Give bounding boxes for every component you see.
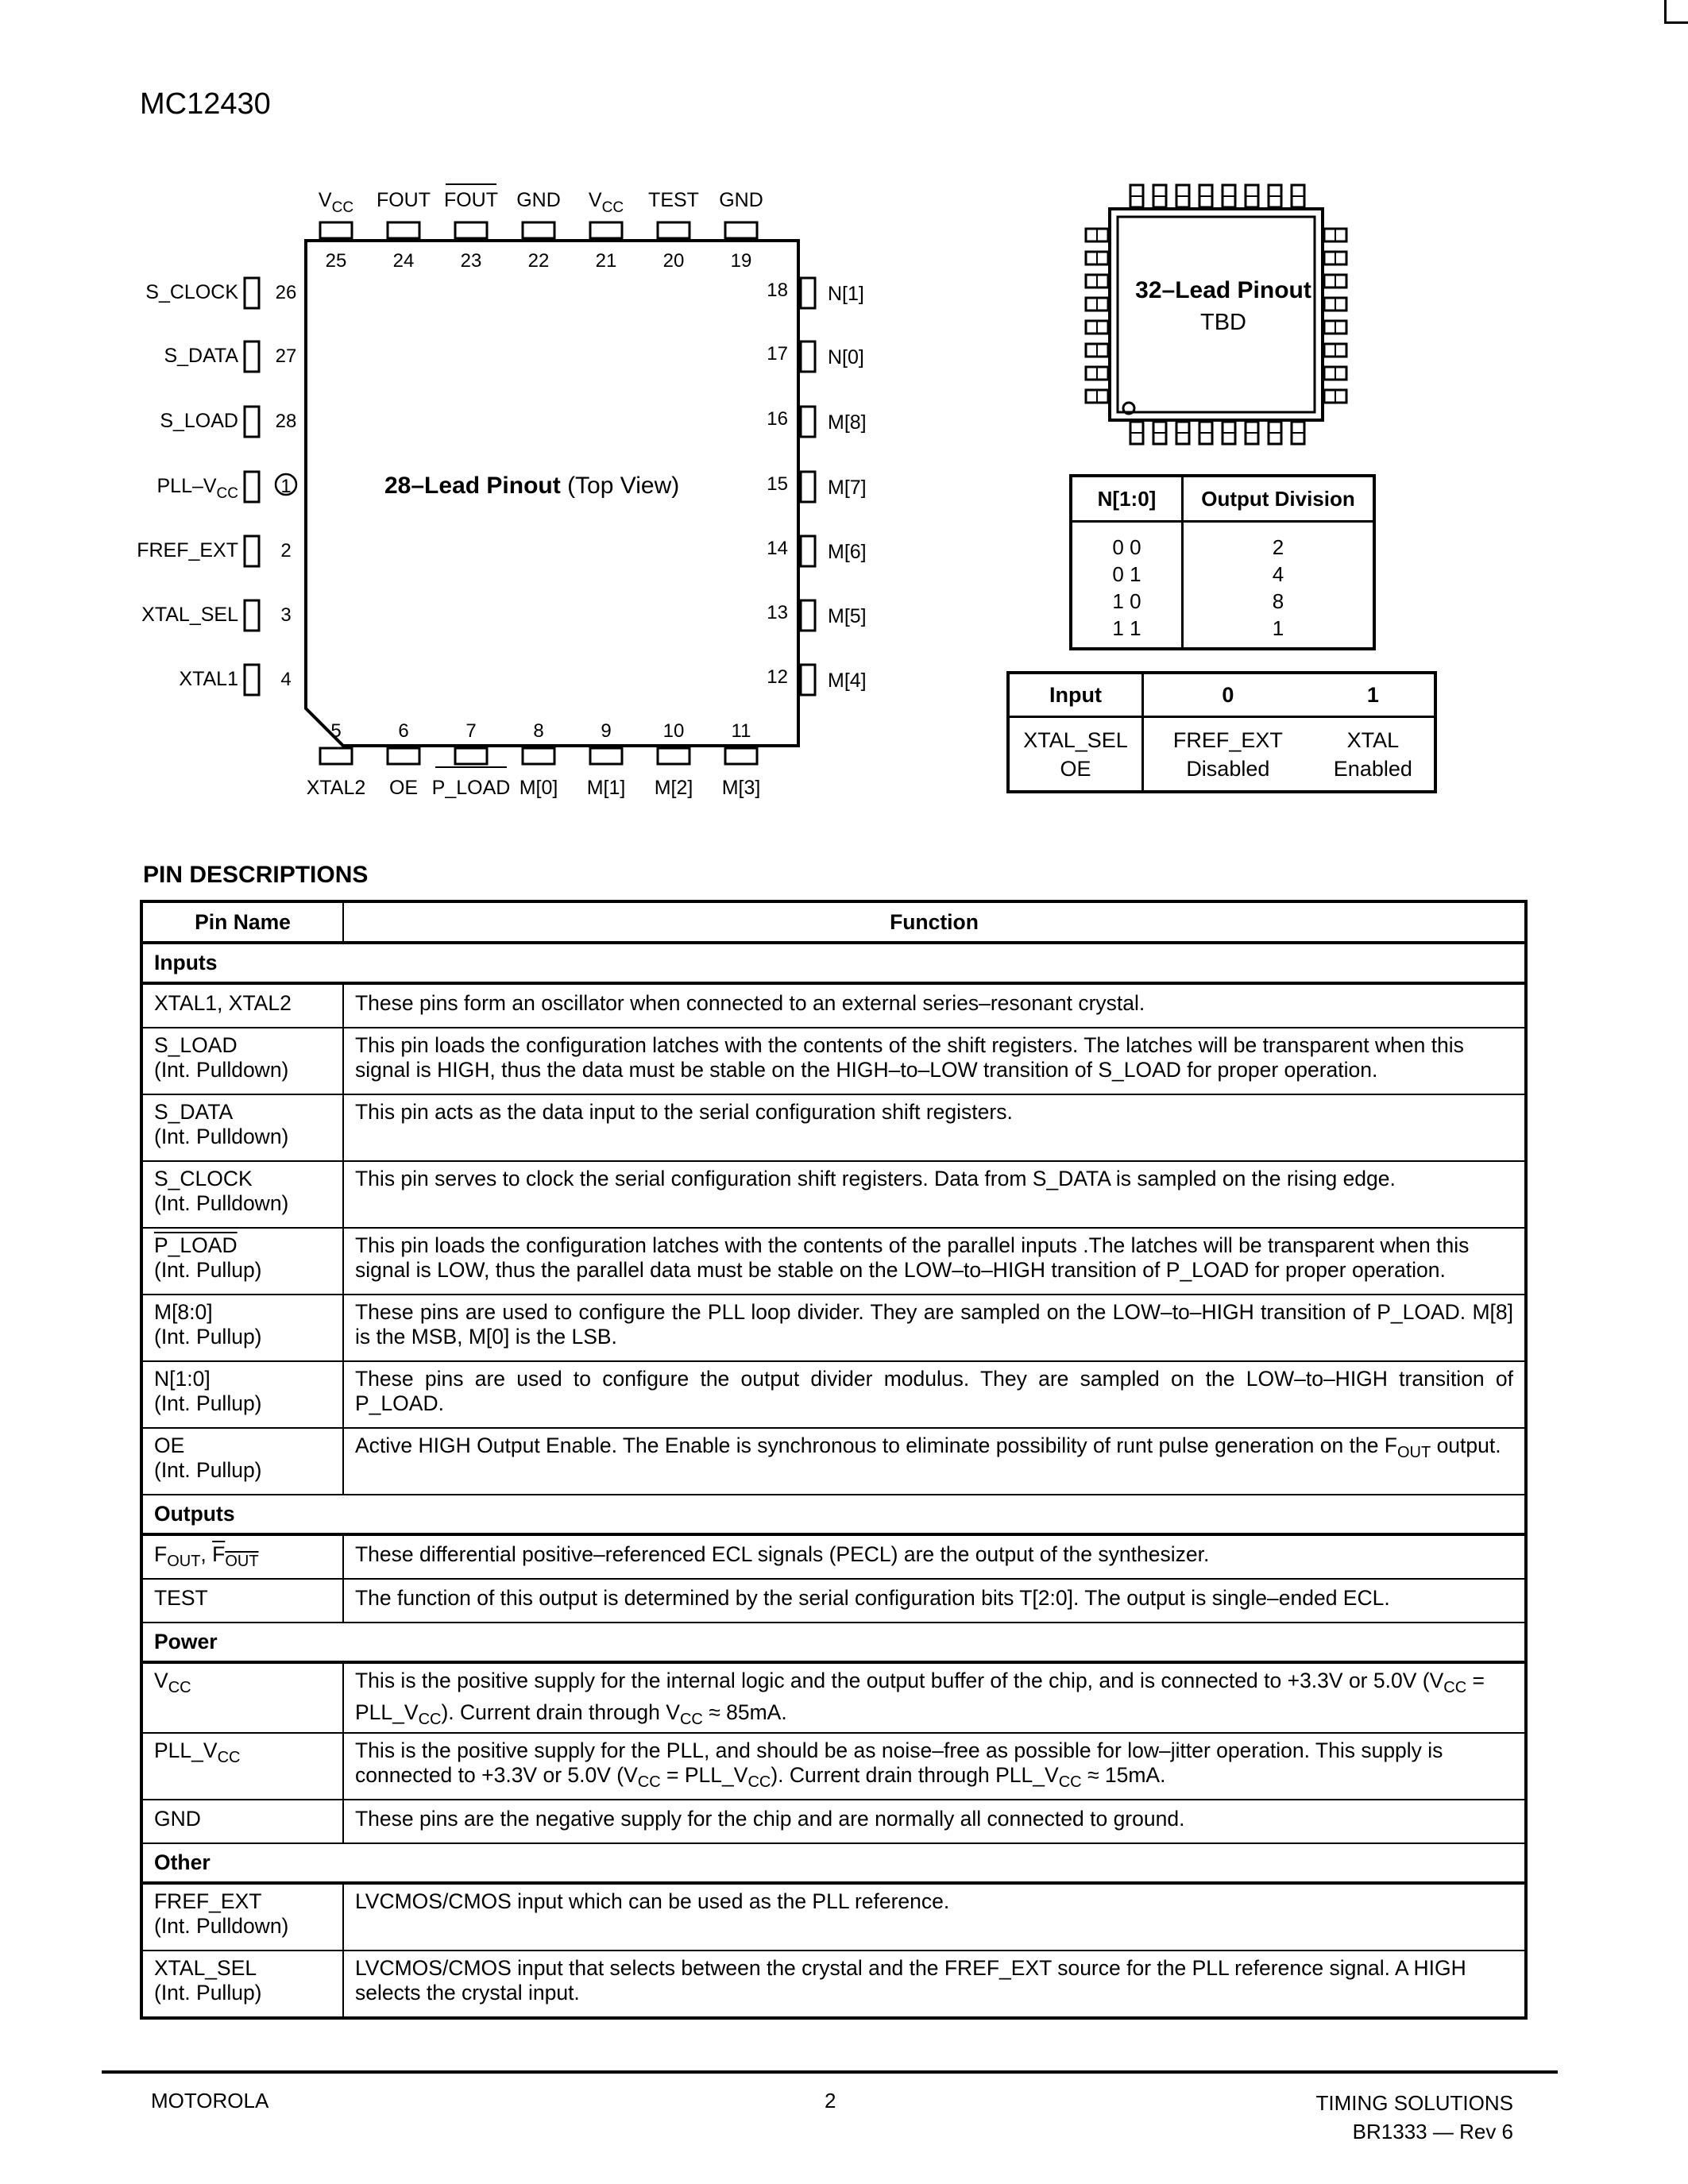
- division-value: 8: [1272, 589, 1284, 613]
- pin-number: 25: [325, 250, 347, 272]
- pin-note: (Int. Pullup): [154, 1391, 262, 1415]
- pin-name-cell: [141, 1883, 343, 1951]
- pin-pad: [523, 748, 554, 764]
- pin-pad: [245, 472, 259, 502]
- zero-value: FREF_EXT: [1172, 728, 1283, 752]
- pin-descriptions-table: [140, 900, 1528, 2020]
- column-header: Output Division: [1183, 476, 1375, 522]
- pin-function-cell: [343, 1662, 1526, 1733]
- pin-label: OE: [388, 777, 419, 799]
- pin-pad: [801, 341, 815, 372]
- subscript: CC: [1443, 1679, 1467, 1696]
- subscript: CC: [217, 1749, 241, 1766]
- footer-page-number: 2: [825, 2089, 836, 2113]
- pin-number: 1: [280, 476, 292, 497]
- footer-doc-info: [1316, 2089, 1513, 2146]
- pin-pad: [801, 600, 815, 631]
- section-power: Power: [141, 1623, 1526, 1662]
- n-values-cell: [1071, 522, 1183, 650]
- pin-number: 8: [533, 720, 544, 742]
- pin-pad: [801, 536, 815, 566]
- pin-function: This pin loads the configuration latches with the contents of the parallel inputs .The latches will be transparent when this signal is LOW, thus the parallel data must be stable on the LOW–to–HIGH transition of P_LOAD for proper operation.: [343, 1228, 1526, 1295]
- pin-note: (Int. Pulldown): [154, 1058, 289, 1082]
- pin-function: This pin serves to clock the serial configuration shift registers. Data from S_DATA is sampled on the rising edge.: [343, 1161, 1526, 1228]
- pin-number: 19: [730, 250, 752, 272]
- subscript: CC: [1058, 1773, 1082, 1791]
- pin-pad: [590, 748, 622, 764]
- table-row: [141, 1951, 1526, 2018]
- table-row: [141, 1161, 1526, 1228]
- section-outputs: Outputs: [141, 1495, 1526, 1534]
- pin-label: M[5]: [828, 605, 867, 627]
- pin-pad: [801, 407, 815, 437]
- pin-function: These pins are the negative supply for the chip and are normally all connected to ground.: [343, 1800, 1526, 1843]
- pin-pad: [725, 222, 757, 238]
- subscript: OUT: [225, 1553, 259, 1570]
- pin-label: M[3]: [721, 777, 761, 799]
- pin-function: These pins are used to configure the output divider modulus. They are sampled on the LOW–to–HIGH transition of P_LOAD.: [343, 1361, 1526, 1428]
- pinout-28-title-bold: 28–Lead Pinout: [384, 473, 561, 499]
- pin-pad: [801, 278, 815, 308]
- pin-label: M[8]: [828, 411, 867, 434]
- pin-name: PLL_V: [154, 1738, 218, 1762]
- table-row: [141, 1662, 1526, 1733]
- pin-label: $V_{CC}$: [588, 189, 624, 216]
- pin-name-cell: [141, 1094, 343, 1161]
- pin-label: FOUT: [376, 189, 431, 211]
- one-value: Enabled: [1333, 757, 1412, 781]
- pin-label: S_LOAD: [160, 410, 238, 432]
- one-values-cell: [1312, 717, 1435, 793]
- pin-function-cell: [343, 1428, 1526, 1495]
- pin-number: 5: [330, 720, 342, 742]
- pin-note: (Int. Pullup): [154, 1258, 262, 1282]
- pin-pad: [388, 748, 419, 764]
- pin-number: 21: [595, 250, 617, 272]
- table-row: [141, 1028, 1526, 1094]
- pin-note: (Int. Pulldown): [154, 1914, 289, 1938]
- n-value: 0 0: [1112, 535, 1141, 559]
- pin-function: This is the positive supply for the internal logic and the output buffer of the chip, and is connected to +3.3V or 5.0V (V: [355, 1669, 1444, 1692]
- page-title: MC12430: [140, 87, 271, 121]
- pin-function-part: = PLL_V: [660, 1763, 748, 1787]
- pin-label: N[1]: [828, 283, 864, 305]
- subscript: OUT: [1396, 1444, 1431, 1461]
- subscript: CC: [747, 1773, 771, 1791]
- pin-number: 2: [280, 540, 292, 561]
- pin-number: 10: [662, 720, 685, 742]
- pin-label: FREF_EXT: [137, 539, 238, 561]
- pin-number: 14: [767, 538, 788, 559]
- one-value: XTAL: [1346, 728, 1400, 752]
- pin-label: S_CLOCK: [145, 281, 238, 303]
- pin-number: 27: [275, 345, 297, 367]
- n-value: 0 1: [1112, 562, 1141, 586]
- pin-name: N[1:0]: [154, 1367, 211, 1391]
- table-row: [141, 1733, 1526, 1800]
- pin-name: S_CLOCK: [154, 1167, 253, 1190]
- column-header: N[1:0]: [1071, 476, 1183, 522]
- input-names-cell: [1008, 717, 1143, 793]
- pin-pad: [590, 222, 622, 238]
- table-row: [141, 1579, 1526, 1623]
- table-row: [141, 1094, 1526, 1161]
- pin-pad: [658, 222, 689, 238]
- subscript: CC: [637, 1773, 661, 1791]
- pin-name: P_LOAD: [154, 1233, 238, 1257]
- pin-function-part: = PLL_V: [355, 1669, 1485, 1724]
- pin-name-cell: [141, 1028, 343, 1094]
- pin-number: 17: [767, 343, 788, 365]
- subscript: CC: [679, 1711, 703, 1728]
- pin-number: 22: [527, 250, 550, 272]
- pin-name: GND: [141, 1800, 343, 1843]
- column-header: Input: [1008, 673, 1143, 717]
- pin-number: 13: [767, 602, 788, 623]
- pin-function-cell: [343, 1733, 1526, 1800]
- pinout-32-subtitle: TBD: [1200, 310, 1246, 335]
- table-row: [141, 1295, 1526, 1361]
- pin-pad: [801, 665, 815, 695]
- pin-number: 26: [275, 282, 297, 303]
- zero-value: Disabled: [1186, 757, 1270, 781]
- section-inputs: Inputs: [141, 943, 1526, 983]
- table-row: [141, 1428, 1526, 1495]
- pin-name: S_DATA: [154, 1100, 234, 1124]
- pin-label: TEST: [648, 189, 699, 211]
- pin-function: This is the positive supply for the PLL, and should be as noise–free as possible for low–jitter operation. This supply is connected to +3.3V or 5.0V (V: [355, 1738, 1443, 1787]
- pin-label: FOUT: [443, 189, 499, 211]
- pin-function: This pin acts as the data input to the serial configuration shift registers.: [343, 1094, 1526, 1161]
- input-name: OE: [1060, 757, 1091, 781]
- subscript: CC: [418, 1711, 442, 1728]
- column-header: 0: [1143, 673, 1312, 717]
- division-value: 1: [1272, 616, 1284, 640]
- pin-note: (Int. Pulldown): [154, 1125, 289, 1148]
- pin-function: LVCMOS/CMOS input which can be used as the PLL reference.: [343, 1883, 1526, 1951]
- separator: ,: [200, 1542, 213, 1566]
- pin-pad: [388, 222, 419, 238]
- n-value: 1 0: [1112, 589, 1141, 613]
- footer-doc-number: BR1333 — Rev 6: [1352, 2120, 1513, 2143]
- table-row: [141, 1228, 1526, 1295]
- table-row: [141, 1883, 1526, 1951]
- pin-pad: [320, 748, 352, 764]
- pin-label: P_LOAD: [431, 777, 511, 799]
- pin-label: $V_{CC}$: [318, 189, 354, 216]
- pin-label: M[4]: [828, 669, 867, 692]
- pin-function: Active HIGH Output Enable. The Enable is synchronous to eliminate possibility of runt pulse generation on the F: [355, 1433, 1397, 1457]
- pin-name: S_LOAD: [154, 1033, 238, 1057]
- pin-label: M[0]: [519, 777, 558, 799]
- pin-name-cell: [141, 1228, 343, 1295]
- pin-pad: [245, 278, 259, 308]
- footer-section: TIMING SOLUTIONS: [1315, 2091, 1513, 2115]
- pinout-28-title-view: (Top View): [567, 473, 680, 499]
- pin-name: XTAL1, XTAL2: [141, 983, 343, 1028]
- pin-label: XTAL1: [179, 668, 238, 690]
- table-row: [141, 983, 1526, 1028]
- pin-number: 24: [392, 250, 415, 272]
- pin-label: N[0]: [828, 346, 864, 369]
- pin-function: These pins form an oscillator when connected to an external series–resonant crystal.: [343, 983, 1526, 1028]
- pin-name-cell: [141, 1361, 343, 1428]
- pin-name: F: [154, 1542, 168, 1566]
- pin-label: GND: [516, 189, 561, 211]
- pin-name: XTAL_SEL: [154, 1956, 257, 1980]
- footer-company: MOTOROLA: [151, 2089, 269, 2113]
- division-value: 2: [1272, 535, 1284, 559]
- column-header-function: Function: [343, 901, 1526, 943]
- pin-descriptions-heading: PIN DESCRIPTIONS: [143, 862, 369, 888]
- pin-function: LVCMOS/CMOS input that selects between the crystal and the FREF_EXT source for the PLL reference signal. A HIGH selects the crystal input.: [343, 1951, 1526, 2018]
- subscript: CC: [168, 1679, 191, 1696]
- pin-function-part: ≈ 85mA.: [702, 1700, 787, 1724]
- pin-pad: [658, 748, 689, 764]
- pin-function: These differential positive–referenced ECL signals (PECL) are the output of the synthesizer.: [343, 1534, 1526, 1579]
- pin-name-cell: [141, 1428, 343, 1495]
- page-corner-mark: [1664, 0, 1688, 24]
- pin-pad: [523, 222, 554, 238]
- pin-label: M[6]: [828, 541, 867, 563]
- pin-number: 16: [767, 408, 788, 430]
- pin-name: M[8:0]: [154, 1300, 213, 1324]
- table-row: [141, 1361, 1526, 1428]
- pin-pad: [245, 665, 259, 695]
- pin-label: S_DATA: [164, 345, 238, 367]
- pinout-28-title: [384, 473, 679, 499]
- pinout-32-title: 32–Lead Pinout: [1135, 277, 1311, 303]
- pin-note: (Int. Pullup): [154, 1981, 262, 2005]
- pin-number: 11: [731, 720, 751, 742]
- pin-pad: [455, 748, 487, 764]
- pin-name: F: [212, 1542, 226, 1566]
- pin-name-cell: [141, 1534, 343, 1579]
- pin-pad: [245, 341, 259, 372]
- pin-label: XTAL2: [306, 777, 366, 799]
- pin-function-part: ). Current drain through V: [441, 1700, 680, 1724]
- pin-label: XTAL_SEL: [141, 604, 238, 626]
- pinout-28-lead-diagram: [135, 179, 890, 814]
- pin-name-cell: [141, 1662, 343, 1733]
- pin-pad: [320, 222, 352, 238]
- pin-pad: [245, 600, 259, 631]
- section-other: Other: [141, 1843, 1526, 1883]
- table-row: [141, 1534, 1526, 1579]
- pin-label: GND: [719, 189, 763, 211]
- pin-number: 4: [280, 669, 292, 690]
- pin-number: 12: [767, 666, 788, 688]
- pin-number: 15: [767, 473, 788, 495]
- pin-function: These pins are used to configure the PLL loop divider. They are sampled on the LOW–to–HIGH transition of P_LOAD. M[8] is the MSB, M[0] is the LSB.: [343, 1295, 1526, 1361]
- zero-values-cell: [1143, 717, 1312, 793]
- pin-function-tail: output.: [1431, 1433, 1501, 1457]
- footer-rule: [102, 2070, 1558, 2074]
- column-header: 1: [1312, 673, 1435, 717]
- pin-name-cell: [141, 1295, 343, 1361]
- pin-label: M[2]: [654, 777, 693, 799]
- n-value: 1 1: [1112, 616, 1141, 640]
- table-row: [141, 1800, 1526, 1843]
- pin-name: FREF_EXT: [154, 1889, 262, 1913]
- pin-name-cell: [141, 1951, 343, 2018]
- pin-pad: [801, 472, 815, 502]
- pin-number: 23: [460, 250, 482, 272]
- pin-name-cell: [141, 1733, 343, 1800]
- pin-number: 3: [280, 604, 292, 626]
- pin-number: 20: [662, 250, 685, 272]
- pin-pad: [245, 536, 259, 566]
- pin-pad: [455, 222, 487, 238]
- pin-name: V: [154, 1669, 168, 1692]
- pin-note: (Int. Pullup): [154, 1325, 262, 1349]
- division-values-cell: [1183, 522, 1375, 650]
- pin-name-inverted: [212, 1542, 259, 1570]
- pin-note: (Int. Pullup): [154, 1458, 262, 1482]
- input-name: XTAL_SEL: [1023, 728, 1128, 752]
- pin-label: M[7]: [828, 477, 867, 499]
- pin-label: PLL–$V_{CC}$: [156, 475, 238, 502]
- pin-name: TEST: [141, 1579, 343, 1623]
- pin-function: The function of this output is determined by the serial configuration bits T[2:0]. The output is single–ended ECL.: [343, 1579, 1526, 1623]
- pin-function: This pin loads the configuration latches with the contents of the shift registers. The latches will be transparent when this signal is HIGH, thus the data must be stable on the HIGH–to–LOW transition of S_LOAD for proper operation.: [343, 1028, 1526, 1094]
- pin-pad: [245, 407, 259, 437]
- pin-number: 28: [275, 411, 297, 432]
- division-value: 4: [1272, 562, 1284, 586]
- pin-function-part: ≈ 15mA.: [1081, 1763, 1166, 1787]
- pin-name-cell: [141, 1161, 343, 1228]
- pin-note: (Int. Pulldown): [154, 1191, 289, 1215]
- column-header-pin-name: Pin Name: [141, 901, 343, 943]
- pinout-32-lead-diagram: [1076, 179, 1378, 465]
- output-division-table: [1069, 474, 1376, 650]
- pin-name: OE: [154, 1433, 185, 1457]
- pin-number: 9: [601, 720, 612, 742]
- pin-function-part: ). Current drain through PLL_V: [771, 1763, 1059, 1787]
- pin-number: 6: [398, 720, 409, 742]
- subscript: OUT: [167, 1553, 201, 1570]
- pin-number: 18: [767, 280, 788, 301]
- input-select-table: [1006, 671, 1437, 793]
- pin-label: M[1]: [586, 777, 626, 799]
- pin-number: 7: [465, 720, 477, 742]
- pin-pad: [725, 748, 757, 764]
